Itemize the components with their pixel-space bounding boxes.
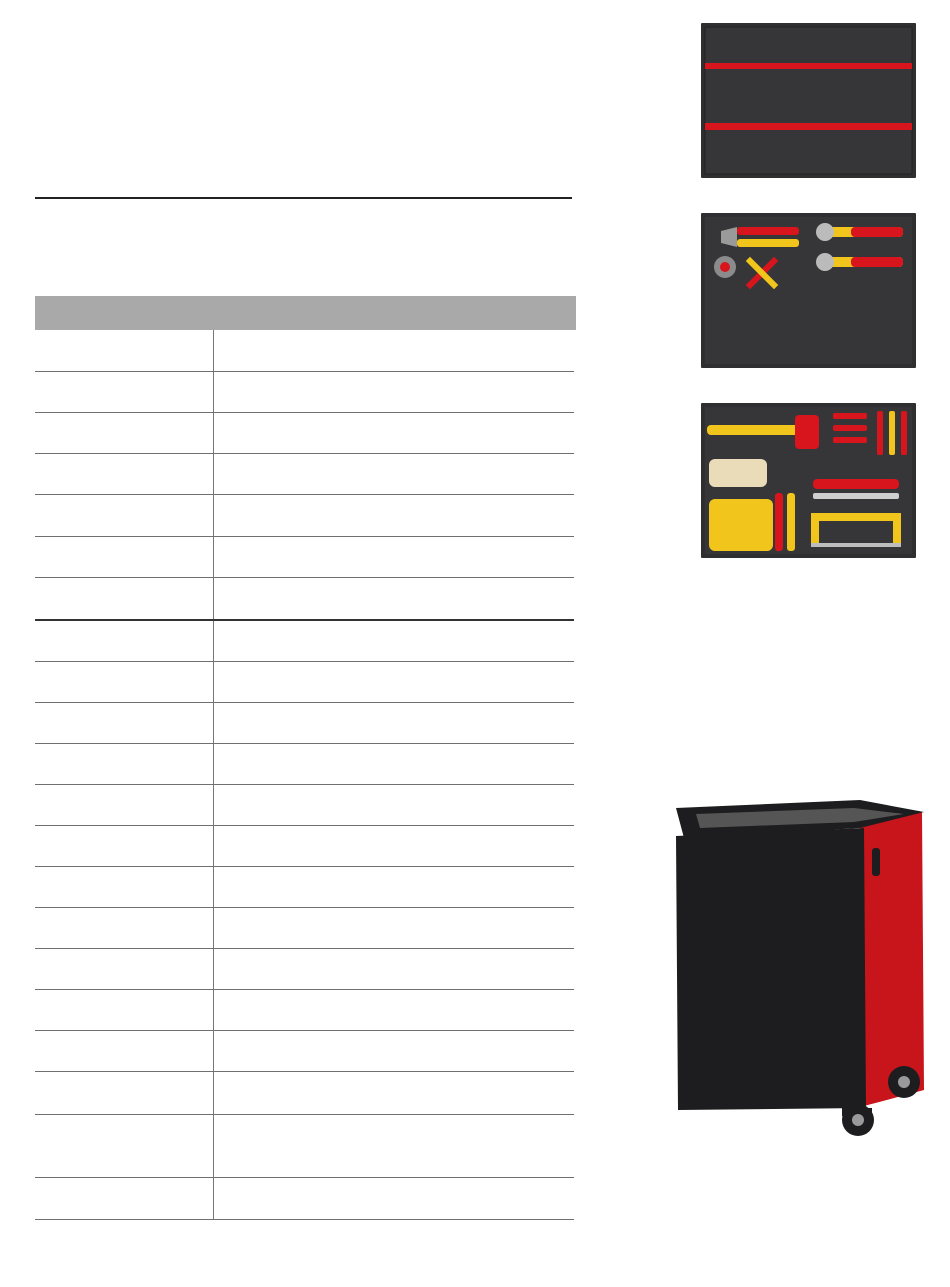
spec-row xyxy=(35,330,574,372)
spec-table xyxy=(35,330,574,1220)
spec-row xyxy=(35,1115,574,1178)
spec-row xyxy=(35,703,574,744)
spec-row xyxy=(35,867,574,908)
spec-row xyxy=(35,785,574,826)
spec-row xyxy=(35,621,574,662)
spec-row xyxy=(35,1072,574,1115)
spec-row xyxy=(35,826,574,867)
spec-row xyxy=(35,454,574,495)
spec-header xyxy=(35,296,576,330)
screwdriver-tray-image xyxy=(701,23,916,178)
spec-row xyxy=(35,1031,574,1072)
pliers-tray-image xyxy=(701,213,916,368)
spec-row xyxy=(35,662,574,703)
spec-row xyxy=(35,578,574,621)
spec-row xyxy=(35,744,574,785)
spec-row xyxy=(35,495,574,537)
title-divider xyxy=(35,197,572,199)
spec-row xyxy=(35,990,574,1031)
spec-row xyxy=(35,537,574,578)
spec-row xyxy=(35,372,574,413)
spec-row xyxy=(35,1178,574,1220)
spec-row xyxy=(35,413,574,454)
tool-cart-image xyxy=(628,790,928,1145)
accessories-tray-image xyxy=(701,403,916,558)
spec-row xyxy=(35,908,574,949)
spec-row xyxy=(35,949,574,990)
